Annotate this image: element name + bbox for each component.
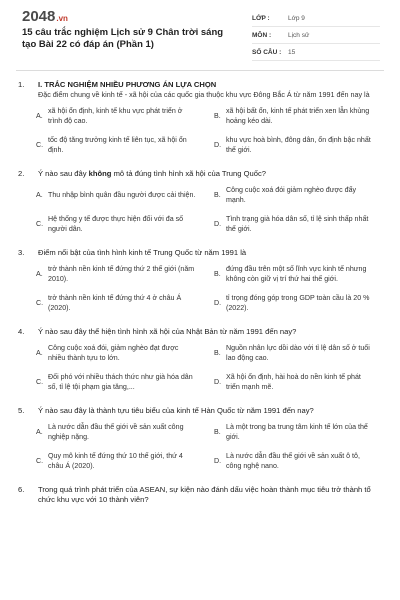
question-number: 5. <box>18 406 25 415</box>
option-d[interactable] <box>214 372 384 392</box>
option-text: Thu nhập bình quân đầu người được cải thiện. <box>48 191 196 199</box>
option-text: trở thành nền kinh tế đứng thứ 4 ở châu Á (2020). <box>48 294 182 312</box>
options-grid <box>36 185 384 234</box>
option-d[interactable] <box>214 451 384 471</box>
question-number: 1. <box>18 80 25 89</box>
meta-key: MÔN : <box>252 31 272 39</box>
option-letter: D. <box>214 378 222 386</box>
option-letter: C. <box>36 299 44 307</box>
option-letter: A. <box>36 428 43 436</box>
option-letter: A. <box>36 270 43 278</box>
option-d[interactable] <box>214 293 384 313</box>
stem-emphasis: không <box>88 169 112 178</box>
option-text: Là nước dẫn đầu thế giới về sản xuất ô tô, công nghệ nano. <box>226 452 360 470</box>
option-text: Công cuộc xoá đói, giảm nghèo đạt được nhiều thành tựu to lớn. <box>48 344 179 362</box>
option-c[interactable] <box>36 293 206 313</box>
question-stem: Đặc điểm chung về kinh tế - xã hội của các quốc gia thuộc khu vực Đông Bắc Á từ năm 1991 đến nay là <box>38 90 370 99</box>
option-letter: A. <box>36 112 43 120</box>
option-text: Hệ thống y tế được thực hiện đối với đa số người dân. <box>48 215 184 233</box>
option-b[interactable] <box>214 264 384 284</box>
options-grid <box>36 422 384 471</box>
meta-table <box>252 10 380 61</box>
option-letter: D. <box>214 220 222 228</box>
options-grid <box>36 343 384 392</box>
option-letter: B. <box>214 270 221 278</box>
option-letter: D. <box>214 457 222 465</box>
option-b[interactable] <box>214 185 384 205</box>
option-text: Quy mô kinh tế đứng thứ 10 thế giới, thứ 4 châu Á (2020). <box>48 452 183 470</box>
question-number: 4. <box>18 327 25 336</box>
section-title: I. TRẮC NGHIỆM NHIỀU PHƯƠNG ÁN LỰA CHỌN <box>38 80 217 89</box>
question-head <box>18 80 384 90</box>
option-letter: B. <box>214 191 221 199</box>
question-head <box>18 327 384 337</box>
option-c[interactable] <box>36 372 206 392</box>
site-logo[interactable] <box>22 8 68 25</box>
stem-post: mô tả đúng tình hình xã hội của Trung Quốc? <box>111 169 266 178</box>
option-text: Công cuộc xoá đói giảm nghèo được đẩy mạnh. <box>226 186 357 204</box>
option-a[interactable] <box>36 422 206 442</box>
meta-row-count <box>252 44 380 61</box>
question-head <box>18 248 384 258</box>
options-grid <box>36 264 384 313</box>
option-letter: A. <box>36 349 43 357</box>
question-list <box>0 80 400 505</box>
option-letter: A. <box>36 191 43 199</box>
option-a[interactable] <box>36 343 206 363</box>
question-number: 6. <box>18 485 25 494</box>
question-6 <box>18 485 384 505</box>
question-stem <box>38 169 384 179</box>
meta-row-class <box>252 10 380 27</box>
option-letter: D. <box>214 141 222 149</box>
logo-main: 2048 <box>22 8 56 25</box>
meta-row-subject <box>252 27 380 44</box>
meta-key: SỐ CÂU : <box>252 48 282 56</box>
option-b[interactable] <box>214 343 384 363</box>
option-letter: C. <box>36 141 44 149</box>
option-letter: B. <box>214 112 221 120</box>
option-text: khu vực hoà bình, đông dân, ổn định bậc nhất thế giới. <box>226 136 371 154</box>
option-a[interactable] <box>36 185 206 205</box>
question-stem: Trong quá trình phát triển của ASEAN, sự kiện nào đánh dấu việc hoàn thành mục tiêu trở thành tổ chức khu vực với 10 thành viên? <box>38 485 371 504</box>
option-c[interactable] <box>36 214 206 234</box>
question-5 <box>18 406 384 471</box>
option-c[interactable] <box>36 451 206 471</box>
question-head <box>18 406 384 416</box>
question-number: 2. <box>18 169 25 178</box>
meta-value: Lịch sử <box>288 31 310 39</box>
logo-suffix: .vn <box>56 14 68 23</box>
option-text: Xã hội ổn định, hài hoà do nền kinh tế phát triển mạnh mẽ. <box>226 373 361 391</box>
option-text: tốc độ tăng trưởng kinh tế liên tục, xã hội ổn định. <box>48 136 187 154</box>
option-letter: B. <box>214 428 221 436</box>
option-text: Nguồn nhân lực dồi dào với tỉ lệ dân số ở tuổi lao động cao. <box>226 344 370 362</box>
meta-value: 15 <box>288 48 296 56</box>
option-text: xã hội ổn định, kinh tế khu vực phát triển ở trình độ cao. <box>48 107 183 125</box>
question-stem: Điểm nổi bật của tình hình kinh tế Trung Quốc từ năm 1991 là <box>38 248 247 257</box>
header-divider <box>16 70 384 71</box>
question-4 <box>18 327 384 392</box>
document-header <box>0 0 400 66</box>
option-d[interactable] <box>214 135 384 155</box>
document-title: 15 câu trắc nghiệm Lịch sử 9 Chân trời sáng tạo Bài 22 có đáp án (Phần 1) <box>22 27 224 50</box>
option-letter: C. <box>36 220 44 228</box>
option-text: Là nước dẫn đầu thế giới về sản xuất công nghiệp nặng. <box>48 423 184 441</box>
option-a[interactable] <box>36 106 206 126</box>
option-text: Tình trạng già hóa dân số, tỉ lệ sinh thấp nhất thế giới. <box>226 215 369 233</box>
question-3 <box>18 248 384 313</box>
option-b[interactable] <box>214 422 384 442</box>
option-letter: D. <box>214 299 222 307</box>
option-letter: B. <box>214 349 221 357</box>
meta-value: Lớp 9 <box>288 14 305 22</box>
stem-pre: Ý nào sau đây <box>38 169 89 178</box>
question-stem: Ý nào sau đây thể hiện tình hình xã hội của Nhật Bản từ năm 1991 đến nay? <box>38 327 297 336</box>
option-text: đứng đầu trên một số lĩnh vực kinh tế nhưng không còn giữ vị trí thứ hai thế giới. <box>226 265 367 283</box>
question-head <box>18 169 384 179</box>
option-text: tỉ trọng đóng góp trong GDP toàn cầu là 20 % (2022). <box>226 294 370 312</box>
option-text: trở thành nền kinh tế đứng thứ 2 thế giới (năm 2010). <box>48 265 195 283</box>
option-letter: C. <box>36 457 44 465</box>
option-c[interactable] <box>36 135 206 155</box>
option-d[interactable] <box>214 214 384 234</box>
option-text: Là một trong ba trung tâm kinh tế lớn của thế giới. <box>226 423 368 441</box>
option-letter: C. <box>36 378 44 386</box>
question-1 <box>18 80 384 155</box>
options-grid <box>36 106 384 155</box>
question-head <box>18 485 384 505</box>
question-stem: Ý nào sau đây là thành tựu tiêu biểu của kinh tế Hàn Quốc từ năm 1991 đến nay? <box>38 406 314 415</box>
option-text: xã hội bất ổn, kinh tế phát triển xen lẫn khủng hoảng kéo dài. <box>226 107 370 125</box>
question-number: 3. <box>18 248 25 257</box>
question-2 <box>18 169 384 234</box>
option-b[interactable] <box>214 106 384 126</box>
option-text: Đối phó với nhiều thách thức như già hóa dân số, tỉ lệ tội phạm gia tăng,... <box>48 373 193 391</box>
meta-key: LỚP : <box>252 14 270 22</box>
option-a[interactable] <box>36 264 206 284</box>
